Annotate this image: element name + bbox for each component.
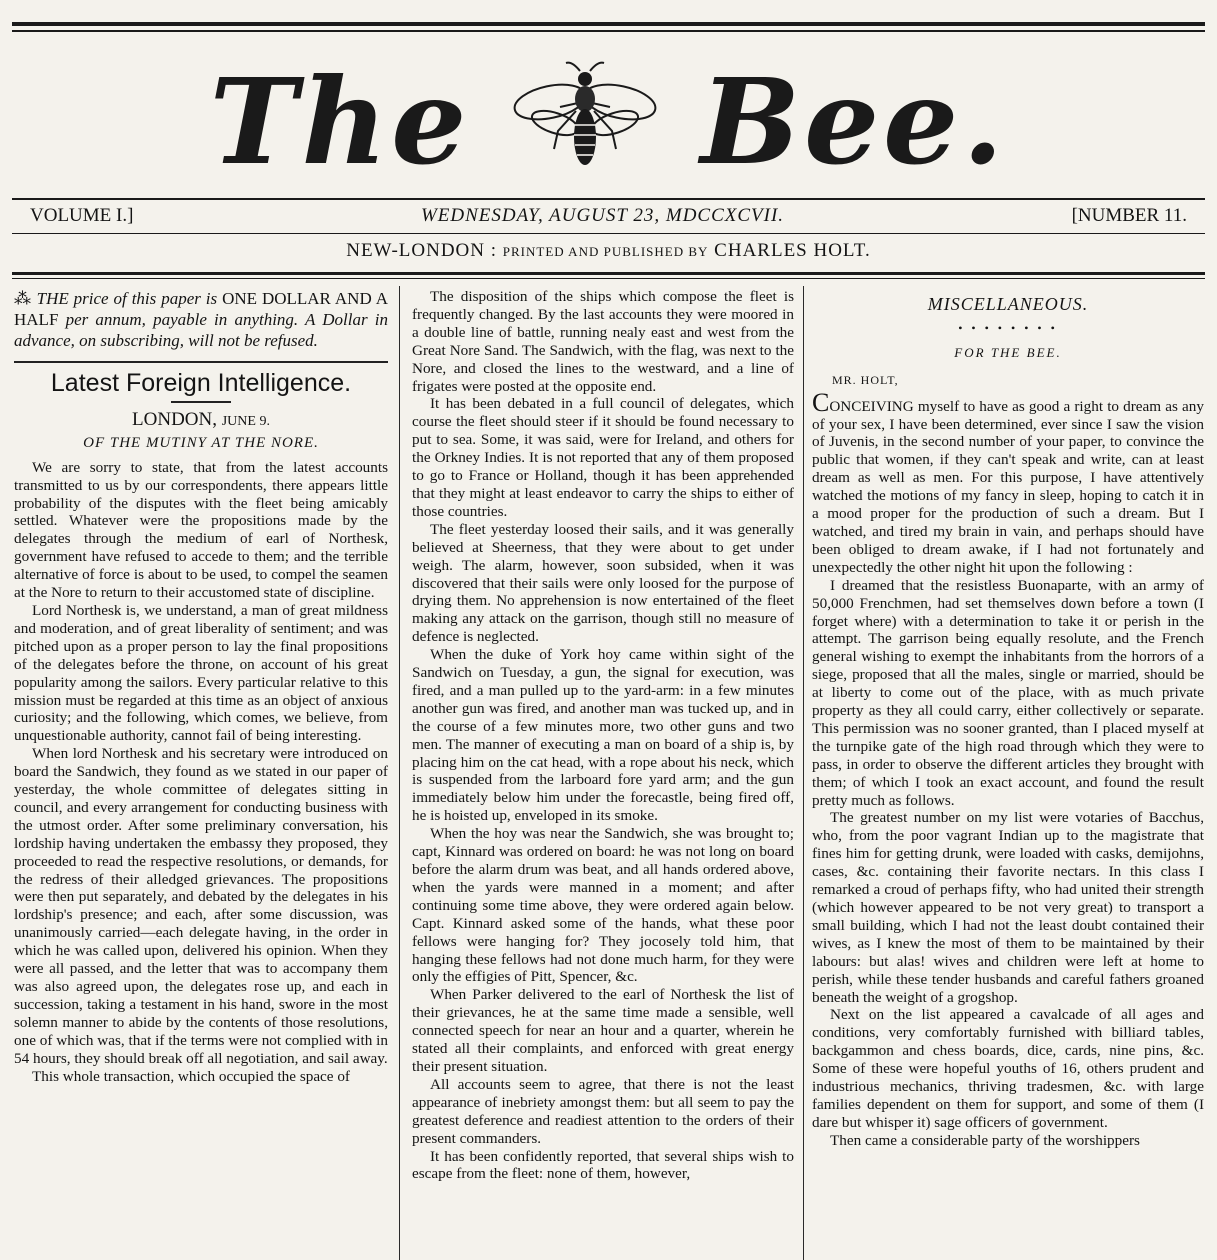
volume-label: VOLUME I.] [30, 205, 134, 226]
article-paragraph: The fleet yesterday loosed their sails, and it was generally believed at Sheerness, that they were about to get under weigh. The alarm, however, soon subsided, when it was discovered that their sails were only loosed for the purpose of drying them. No apprehension is now entertained of the fleet making any attack on the garrison, though still no measure of defence is neglected. [412, 520, 794, 646]
letter-paragraph: I dreamed that the resistless Buonaparte, with an army of 50,000 Frenchmen, had set themselves down before a town (I forget where) with a determination to take it or perish in the attempt. The garrison being equally resolute, and the French general wishing to exempt the inhabitants from the horrors of a siege, proposed that all the males, single or married, should be at liberty to come out of the place, with as much private property as they all could carry, either collectively or separate. This permission was no sooner granted, than I placed myself at the turnpike gate of the high road through which they were to pass, in order to observe the different articles they brought with them; of which I took an exact account, and found the result pretty much as follows. [812, 576, 1204, 809]
column-right [812, 288, 1204, 1260]
dateline-rule-bottom [12, 233, 1205, 234]
top-rule-thin [12, 30, 1205, 32]
imprint-rule-thin [12, 278, 1205, 279]
article-paragraph: When the hoy was near the Sandwich, she was brought to; capt, Kinnard was ordered on board: he was not long on board before the alarm drum was beat, and all hands ordered above, when the yards were manned in a moment; and after continuing some time above, they were ordered again below. Capt. Kinnard asked some of the hands, what these poor fellows were hanging for? They jocosely told him, that hanging these fellows had not done much harm, for they were only the effigies of Pitt, Spencer, &c. [412, 825, 794, 986]
article-paragraph: It has been debated in a full council of delegates, which course the fleet should steer if it should be found necessary to put to sea. Some, it was said, were for Ireland, and others for the Orkney Indies. It is not reported that any of them proposed to go to France or Holland, though it has been apprehended that they might at least endeavor to carry the ships to either of those countries. [412, 395, 794, 520]
drop-cap: C [812, 387, 830, 417]
article-paragraph: The disposition of the ships which compose the fleet is frequently changed. By the last accounts they were moored in a double line of battle, running nealy east and west from the Great Nore Sand. The Sandwich, with the flag, was next to the Nore, and closed the lines to the westward, and a line of frigates were posted at the opposite end. [412, 288, 794, 395]
article-paragraph: This whole transaction, which occupied the space of [32, 1067, 350, 1085]
article-paragraph: All accounts seem to agree, that there is not the least appearance of inebriety amongst them: but all seem to pay the greatest deference and readiest attention to the orders of their present commanders. [412, 1075, 794, 1147]
dateline [30, 203, 1187, 229]
masthead [0, 42, 1217, 202]
notice-divider [14, 361, 388, 363]
letter-salutation: MR. HOLT, [832, 372, 899, 387]
article-paragraph: We are sorry to state, that from the latest accounts transmitted to us by our correspondents, there appears little probability of the disputes with the fleet being amicably settled. Whatever were the propositions made by the delegates through the medium of earl of Northesk, government have refused to accede to them; and the terrible alternative of force is about to be used, to compel the seamen at the Nore to return to their accustomed state of discipline. [14, 458, 388, 602]
letter-lead-paragraph [812, 387, 1204, 577]
notice-marks: ⁂ [14, 289, 32, 308]
notice-price: ONE DOLLAR AND A HALF [14, 289, 388, 329]
imprint-rule [12, 272, 1205, 275]
section-heading: Latest Foreign Intelligence. [50, 369, 352, 397]
imprint-place: NEW-LONDON : [346, 240, 498, 261]
issue-number: [NUMBER 11. [1071, 205, 1187, 226]
ornament-dots: • • • • • • • • [958, 320, 1058, 335]
miscellaneous-heading: MISCELLANEOUS. [927, 294, 1089, 314]
column-divider-left [399, 286, 400, 1260]
place-date: JUNE 9. [221, 413, 270, 429]
place-name: LONDON, [132, 408, 217, 430]
column-left [14, 288, 388, 1260]
letter-paragraph: The greatest number on my list were votaries of Bacchus, who, from the poor vagrant Indian up to the magistrate that fines him for getting drunk, were loaded with casks, demijohns, cases, &c. containing their favorite nectars. In this class I remarked a croud of perhaps fifty, who had united their strength (which however appeared to be not very great) to transport a small building, which I had not the least doubt contained their wives, as I knew the most of them to be maintained by their labours: but alas! wives and children were left at home to perish, while these tender husbands and careful fathers groaned beneath the weight of a grogshop. [812, 809, 1204, 1006]
for-the-bee-subhead: FOR THE BEE. [954, 344, 1062, 360]
issue-date: WEDNESDAY, AUGUST 23, MDCCXCVII. [420, 205, 785, 226]
imprint-printed-by: PRINTED AND PUBLISHED BY [502, 244, 709, 259]
notice-text-a: THE price of this paper is [36, 289, 218, 308]
article-paragraph: Lord Northesk is, we understand, a man of great mildness and moderation, and of great liberality of sentiment; and was pitched upon as a proper person to lay the final propositions of the delegates before the throne, on account of his great popularity among the sailors. Every particular relative to this mission must be regarded at this time as an object of anxious curiosity; and the following, which comes, we believe, from unquestionable authority, cannot fail of being interesting. [14, 601, 388, 745]
bee-icon [510, 57, 660, 187]
letter-paragraph: Then came a considerable party of the worshippers [830, 1131, 1140, 1149]
article-paragraph: When Parker delivered to the earl of Northesk the list of their grievances, he at the same time made a sensible, well connected speech for near an hour and a quarter, wherein he stated all their complaints, and enforced with great energy their present situation. [412, 986, 794, 1075]
letter-paragraph: Next on the list appeared a cavalcade of all ages and conditions, very comfortably furnished with billiard tables, backgammon and chess boards, dice, cards, nine pins, &c. Some of these were hopeful youths of 16, others prudent and industrious mechanics, thriving tradesmen, &c. with large families dependent on them for support, and some of them (I dare but whisper it) sage officers of government. [812, 1006, 1204, 1131]
dateline-place [14, 408, 388, 431]
masthead-title-left: The [209, 52, 471, 191]
heading-rule [171, 401, 231, 403]
imprint-line [0, 240, 1217, 262]
column-divider-right [803, 286, 804, 1260]
article-paragraph: It has been confidently reported, that several ships wish to escape from the fleet: none of them, however, [412, 1147, 794, 1183]
article-paragraph: When lord Northesk and his secretary were introduced on board the Sandwich, they found as we stated in our paper of yesterday, the whole committee of delegates sitting in council, and every arrangement for conducting business with the utmost order. After some preliminary conversation, his lordship having undertaken the embassy they proposed, they proceeded to read the respective resolutions, or demands, for the redress of their alledged grievances. The propositions were then put separately, and debated by the delegates in his lordship's presence; and each, after some discussion, was unanimously carried—each delegate having, in the order in which he was called upon, delivered his opinion. When they were all passed, and the letter that was to accompany them was also agreed upon, the delegates rose up, and each in succession, taking a testament in his hand, swore in the most solemn manner to abide by the contents of those resolutions, one of which was, that if the terms were not complied with in 54 hours, they should break off all negotiation, and sail away. [14, 745, 388, 1067]
column-middle [412, 288, 794, 1260]
masthead-title-right: Bee. [700, 52, 1008, 191]
lead-text: ONCEIVING myself to have as good a right to dream as any of your sex, I have been determined, ever since I saw the vision of Juvenis, in the second number of your paper, to convince the public that women, if they can't speak and write, can at least dream as well as men. For this purpose, I have attentively watched the motions of my fancy in sleep, hoping to catch it in a mood proper for the production of such a dream. But I watched, and tired my brain in vain, and perhaps should have been obliged to dream awake, if I had not fortunately and unexpectedly the other night hit upon the following : [812, 397, 1204, 576]
article-subhead: OF THE MUTINY AT THE NORE. [83, 434, 319, 451]
article-paragraph: When the duke of York hoy came within sight of the Sandwich on Tuesday, a gun, the signal for execution, was fired, and a man pulled up to the yard-arm: in a few minutes another gun was fired, and another man was tucked up, and in the course of a few minutes more, two other guns and two men. The manner of executing a man on board of a ship is, by placing him on the cat head, with a rope about his neck, which is suspended from the larboard fore yard arm; and the gun immediately below him under the forecastle, being fired off, he is hoisted up, enveloped in its smoke. [412, 646, 794, 825]
subscription-notice [14, 288, 388, 351]
dateline-rule-top [12, 198, 1205, 200]
imprint-printer: CHARLES HOLT. [714, 240, 871, 261]
notice-text-c: per annum, payable in anything. A Dollar in advance, on subscribing, will not be refused. [14, 310, 388, 350]
top-rule [12, 22, 1205, 26]
